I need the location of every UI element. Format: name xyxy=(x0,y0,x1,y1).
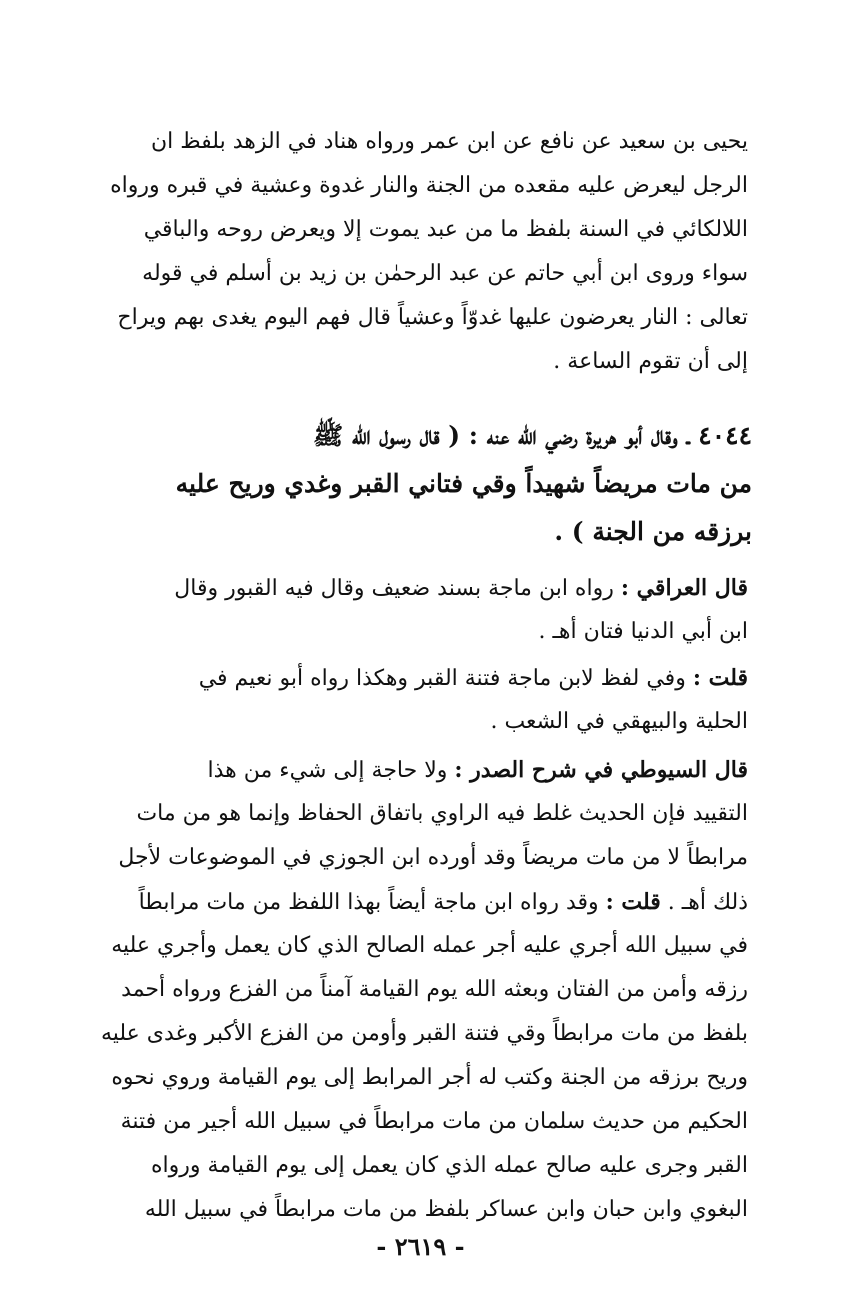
intro-paragraph xyxy=(86,120,748,384)
text-line: القبر وجرى عليه صالح عمله الذي كان يعمل إلى يوم القيامة ورواه xyxy=(151,1153,748,1178)
suyuti-lead: قال السيوطي في شرح الصدر : xyxy=(454,757,748,783)
text-line: اللالكائي في السنة بلفظ ما من عبد يموت إلا ويعرض روحه والباقي xyxy=(143,217,748,242)
suyuti-line4-prefix: ذلك أهـ . xyxy=(660,890,748,915)
text-line: في سبيل الله أجري عليه أجر عمله الصالح الذي كان يعمل وأجري عليه xyxy=(111,933,748,958)
text-line: الحلية والبيهقي في الشعب . xyxy=(490,709,748,734)
text-line: الرجل ليعرض عليه مقعده من الجنة والنار غدوة وعشية في قبره ورواه xyxy=(110,173,748,198)
text-line xyxy=(86,748,748,792)
qultu-lead: قلت : xyxy=(692,665,748,691)
qultu-lead-2: قلت : xyxy=(605,889,661,915)
text-line: التقييد فإن الحديث غلط فيه الراوي باتفاق الحفاظ وإنما هو من مات xyxy=(136,801,748,826)
text-line: ابن أبي الدنيا فتان أهـ . xyxy=(538,619,748,644)
text-line: البغوي وابن حبان وابن عساكر بلفظ من مات مرابطاً في سبيل الله xyxy=(144,1197,748,1222)
text-line xyxy=(86,880,748,924)
qultu-paragraph xyxy=(86,656,748,744)
suyuti-paragraph xyxy=(86,748,748,1232)
iraqi-paragraph xyxy=(86,566,748,654)
suyuti-text: ولا حاجة إلى شيء من هذا xyxy=(207,758,455,783)
text-line: الحكيم من حديث سلمان من مات مرابطاً في سبيل الله أجير من فتنة xyxy=(120,1109,748,1134)
text-line: رزقه وأمن من الفتان وبعثه الله يوم القيامة آمناً من الفزع ورواه أحمد xyxy=(121,977,748,1002)
text-line: وريح برزقه من الجنة وكتب له أجر المرابط إلى يوم القيامة وروي نحوه xyxy=(111,1065,748,1090)
iraqi-lead: قال العراقي : xyxy=(620,575,748,601)
text-line: سواء وروى ابن أبي حاتم عن عبد الرحمٰن بن زيد بن أسلم في قوله xyxy=(142,261,748,286)
qultu-text: وفي لفظ لابن ماجة فتنة القبر وهكذا رواه أبو نعيم في xyxy=(198,666,693,691)
hadith-line: ٤٠٤٤ ـ وقال أبو هريرة رضي الله عنه : ( قال رسول الله ﷺ xyxy=(313,421,752,450)
text-line: بلفظ من مات مرابطاً وقي فتنة القبر وأومن من الفزع الأكبر وغدى عليه xyxy=(100,1021,748,1046)
text-line: مرابطاً لا من مات مريضاً وقد أورده ابن الجوزي في الموضوعات لأجل xyxy=(118,845,748,870)
hadith-heading xyxy=(80,412,752,556)
text-line: يحيى بن سعيد عن نافع عن ابن عمر ورواه هناد في الزهد بلفظ ان xyxy=(151,129,748,154)
page-number: - ٢٦١٩ - xyxy=(376,1232,465,1261)
text-line: تعالى : النار يعرضون عليها غدوّاً وعشياً قال فهم اليوم يغدى بهم ويراح xyxy=(117,305,748,330)
hadith-line: برزقه من الجنة ) . xyxy=(554,517,752,546)
hadith-line: من مات مريضاً شهيداً وقي فتاني القبر وغدي وريح عليه xyxy=(175,469,752,498)
text-line xyxy=(86,566,748,610)
suyuti-line4-text: وقد رواه ابن ماجة أيضاً بهذا اللفظ من مات مرابطاً xyxy=(138,890,606,915)
text-line xyxy=(86,656,748,700)
iraqi-text: رواه ابن ماجة بسند ضعيف وقال فيه القبور وقال xyxy=(174,576,621,601)
text-line: إلى أن تقوم الساعة . xyxy=(553,349,748,374)
